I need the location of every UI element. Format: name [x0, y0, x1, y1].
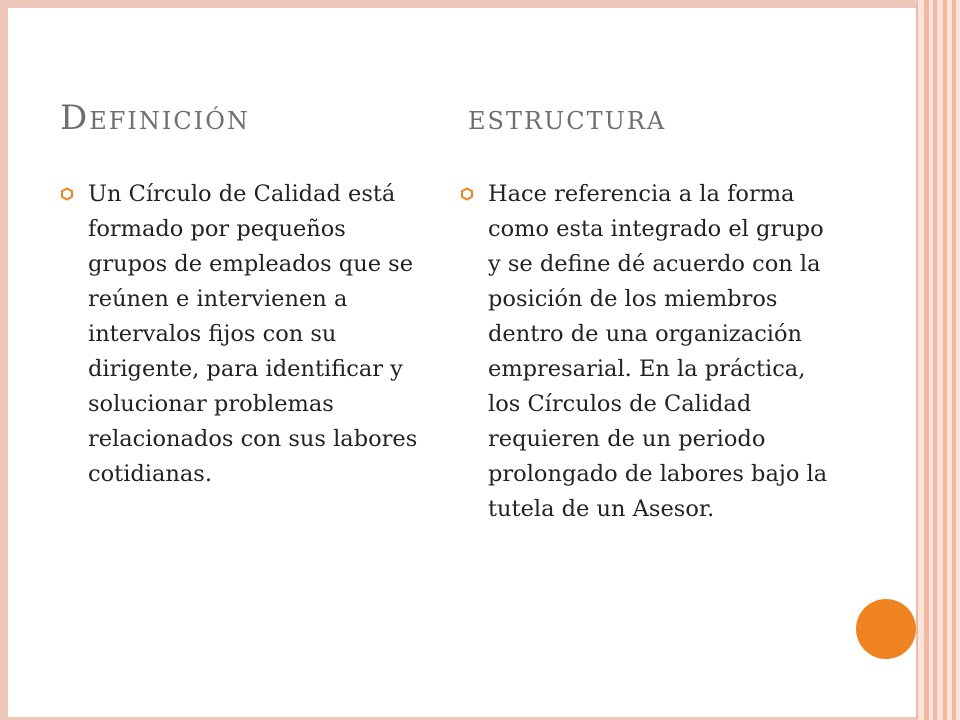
left-column-title: Definición [60, 98, 250, 138]
right-body-text: Hace referencia a la forma como esta integrado el grupo y se define dé acuerdo con la posición de los miembros dentro de una organización empresarial. En la práctica, los Círculos de Calidad requieren de un periodo prolongado de labores bajo la tutela de un Asesor. [488, 181, 828, 522]
left-bullet-list [58, 177, 428, 492]
right-bullet-list [458, 177, 838, 527]
right-column-title: estructura [468, 98, 667, 138]
bullet-icon [60, 187, 74, 201]
decorative-circle [856, 599, 916, 659]
decorative-stripes [918, 0, 960, 720]
bullet-icon [460, 187, 474, 201]
left-body-text: Un Círculo de Calidad está formado por pequeños grupos de empleados que se reúnen e intervienen a intervalos fijos con su dirigente, para identificar y solucionar problemas relacionados con sus labores cotidianas. [88, 181, 418, 487]
list-item [58, 177, 428, 492]
list-item [458, 177, 838, 527]
